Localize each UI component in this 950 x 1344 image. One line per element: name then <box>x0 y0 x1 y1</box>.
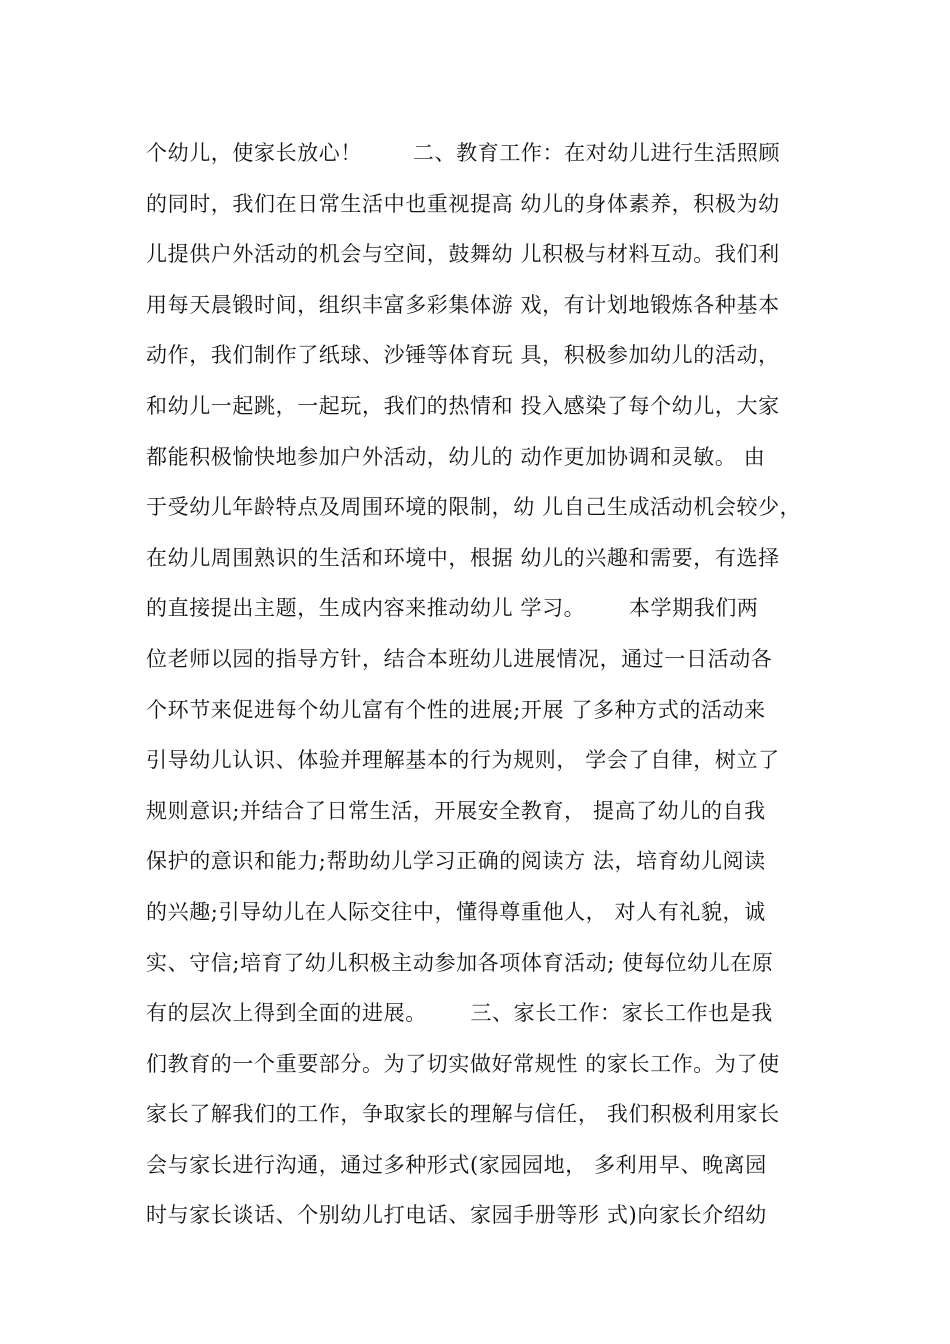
text-line: 时与家长谈话、个别幼儿打电话、家园手册等形 式)向家长介绍幼 <box>146 1203 767 1228</box>
text-line: 引导幼儿认识、体验并理解基本的行为规则， 学会了自律，树立了 <box>146 748 780 773</box>
text-line: 保护的意识和能力;帮助幼儿学习正确的阅读方 法，培育幼儿阅读 <box>146 849 766 874</box>
text-line: 的同时，我们在日常生活中也重视提高 幼儿的身体素养，积极为幼 <box>146 191 780 216</box>
text-line: 儿提供户外活动的机会与空间，鼓舞幼 儿积极与材料互动。我们利 <box>146 242 780 267</box>
text-line: 于受幼儿年龄特点及周围环境的限制，幼 儿自己生成活动机会较少， <box>146 495 802 520</box>
body-text <box>146 128 846 1241</box>
text-line: 家长了解我们的工作，争取家长的理解与信任， 我们积极利用家长 <box>146 1102 780 1127</box>
text-line: 个幼儿，使家长放心！ 二、教育工作：在对幼儿进行生活照顾 <box>146 141 781 165</box>
text-line: 动作，我们制作了纸球、沙锤等体育玩 具，积极参加幼儿的活动， <box>146 343 780 368</box>
text-line: 位老师以园的指导方针，结合本班幼儿进展情况，通过一日活动各 <box>146 646 773 671</box>
text-line: 实、守信;培育了幼儿积极主动参加各项体育活动; 使每位幼儿在原 <box>146 950 774 975</box>
text-line: 在幼儿周围熟识的生活和环境中，根据 幼儿的兴趣和需要，有选择 <box>146 545 780 570</box>
text-line: 规则意识;并结合了日常生活，开展安全教育， 提高了幼儿的自我 <box>146 798 766 823</box>
text-line: 和幼儿一起跳，一起玩，我们的热情和 投入感染了每个幼儿，大家 <box>146 393 780 418</box>
text-line: 用每天晨锻时间，组织丰富多彩集体游 戏，有计划地锻炼各种基本 <box>146 292 780 317</box>
text-line: 的兴趣;引导幼儿在人际交往中，懂得尊重他人， 对人有礼貌，诚 <box>146 899 766 924</box>
text-line: 有的层次上得到全面的进展。 三、家长工作：家长工作也是我 <box>146 1001 773 1026</box>
text-line: 个环节来促进每个幼儿富有个性的进展;开展 了多种方式的活动来 <box>146 697 766 722</box>
text-line: 的直接提出主题，生成内容来推动幼儿 学习。 本学期我们两 <box>146 596 759 621</box>
text-line: 会与家长进行沟通，通过多种形式(家园园地， 多利用早、晚离园 <box>146 1152 767 1177</box>
text-line: 都能积极愉快地参加户外活动，幼儿的 动作更加协调和灵敏。 由 <box>146 444 766 469</box>
text-line: 们教育的一个重要部分。为了切实做好常规性 的家长工作。为了使 <box>146 1051 780 1076</box>
